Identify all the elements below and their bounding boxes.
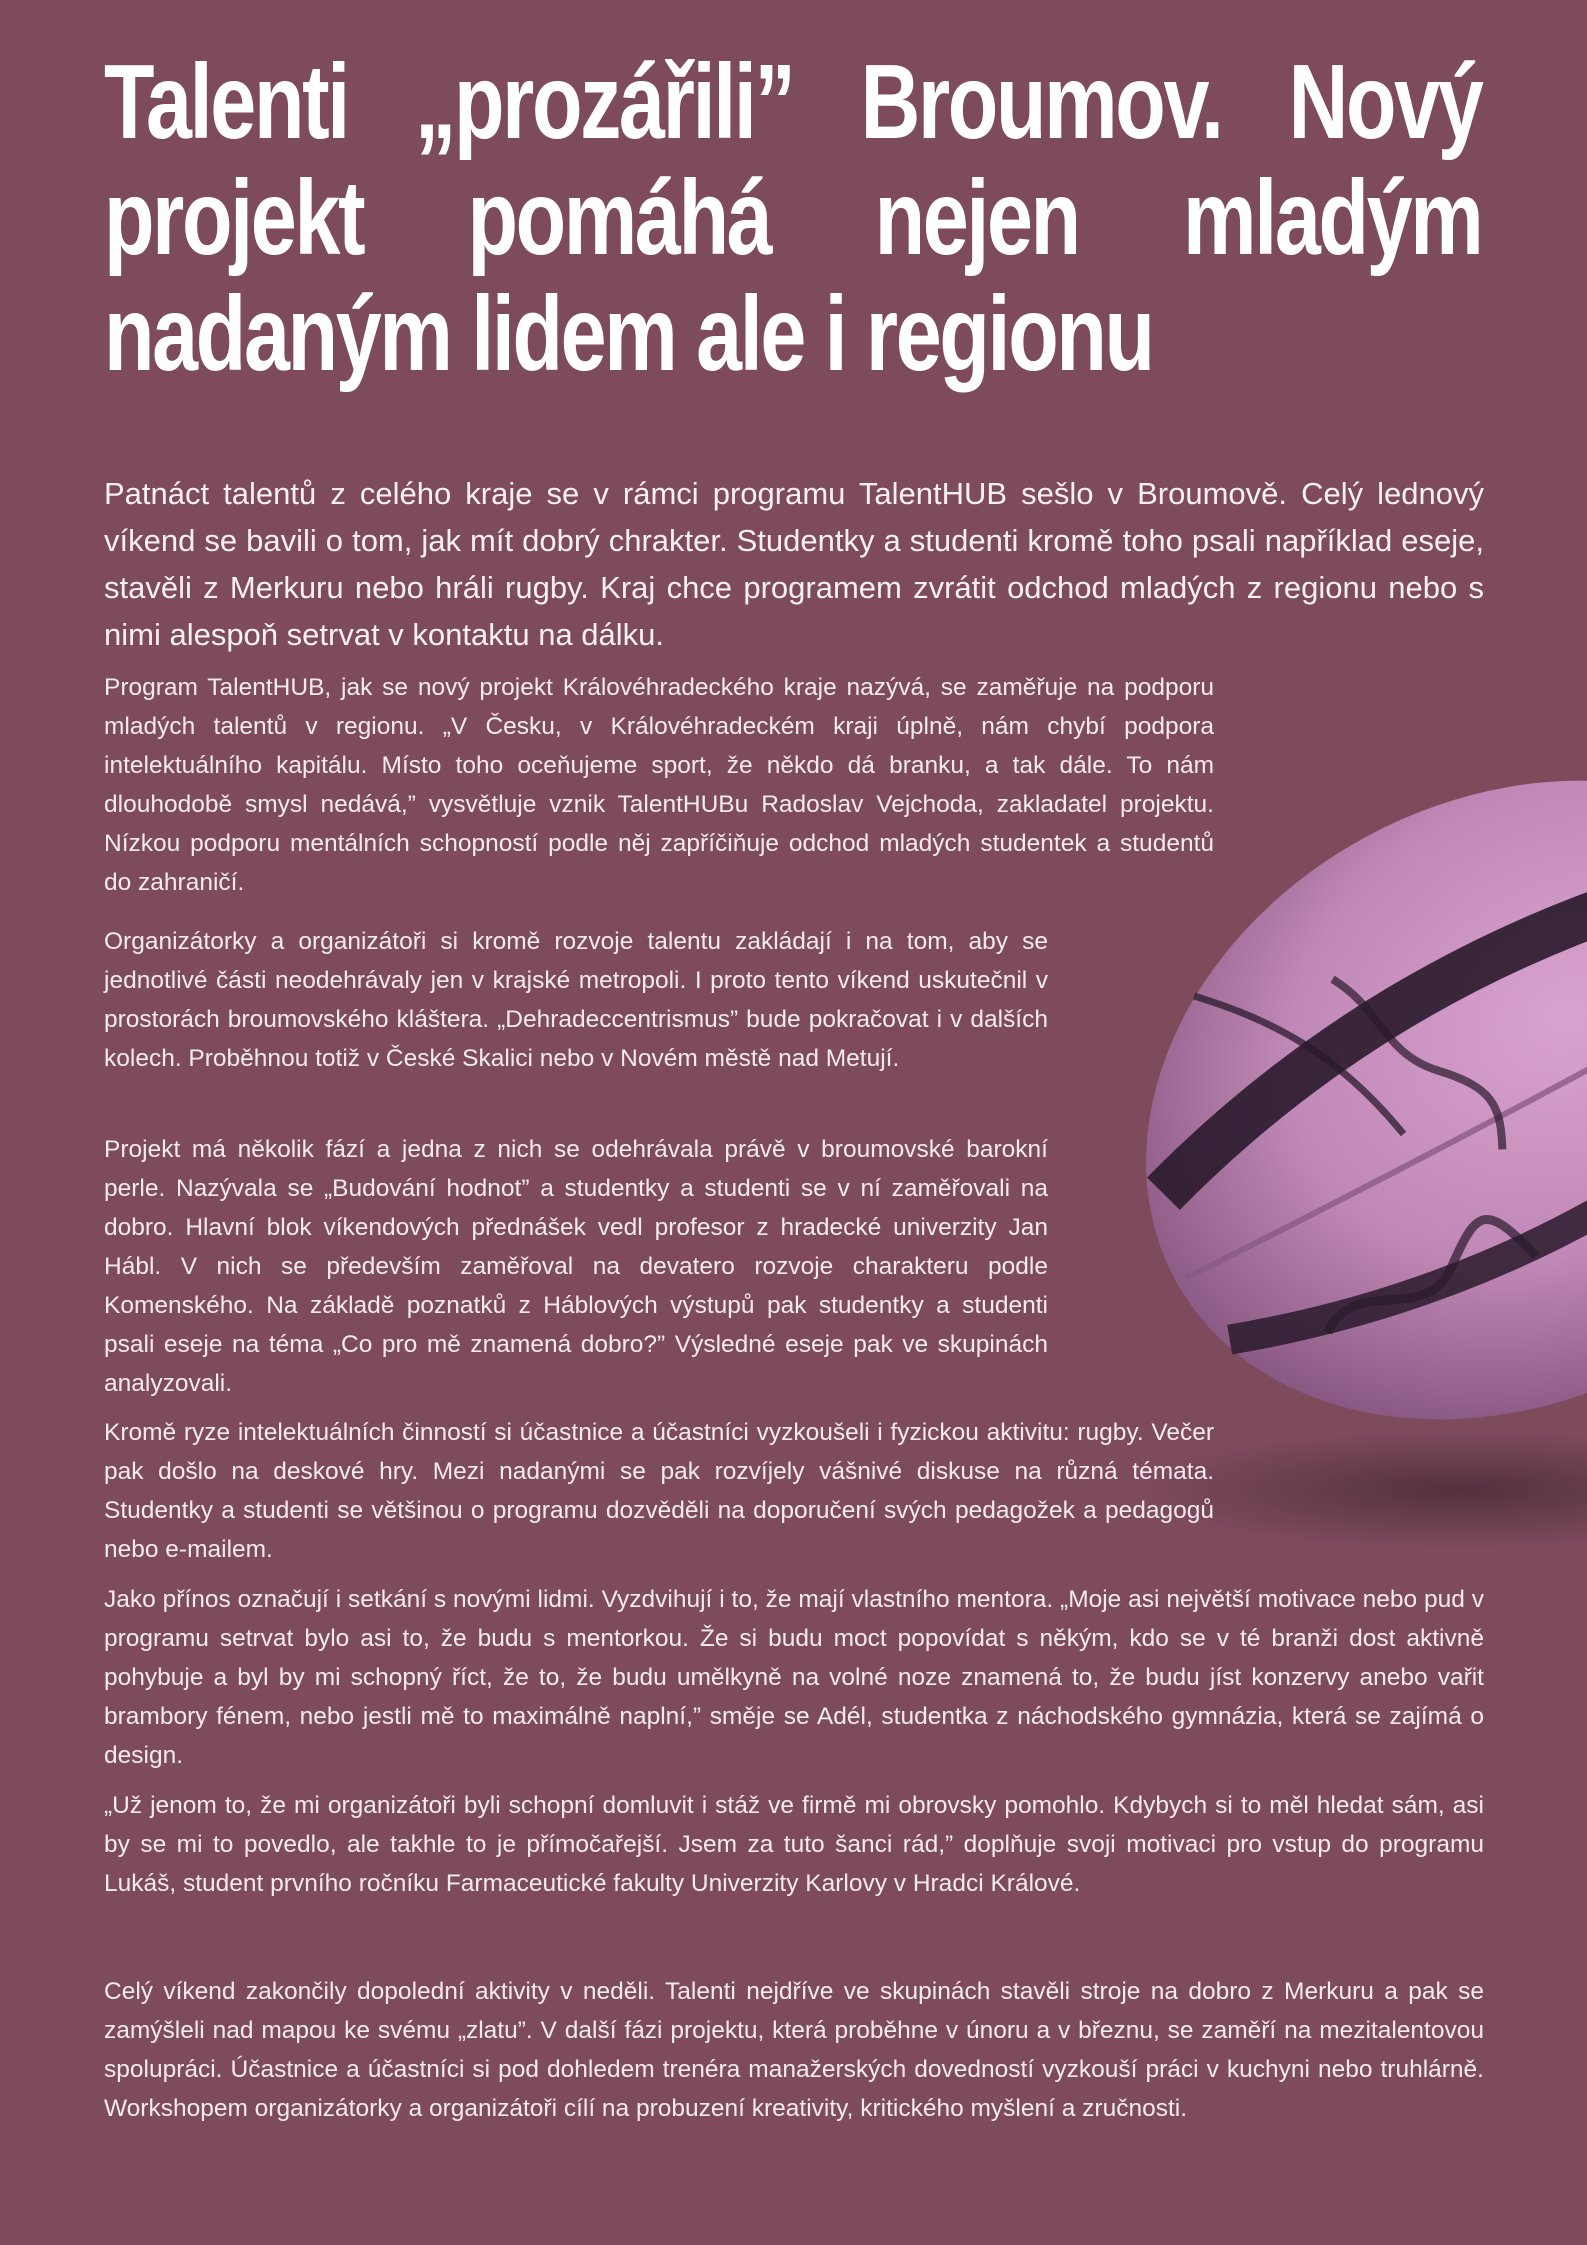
article-title — [104, 43, 1482, 393]
article-paragraph: Kromě ryze intelektuálních činností si účastnice a účastníci vyzkoušeli i fyzickou aktivitu: rugby. Večer pak došlo na deskové hry. Mezi nadanými se pak rozvíjely vášnivé diskuse na různá témata. Studentky a studenti se většinou o programu dozvěděli na doporučení svých pedagožek a pedagogů nebo e-mailem. — [104, 1419, 1214, 1563]
article-paragraph: „Už jenom to, že mi organizátoři byli schopní domluvit i stáž ve firmě mi obrovsky pomohlo. Kdybych si to měl hledat sám, asi by se mi to povedlo, ale takhle to je přímočařejší. Jsem za tuto šanci rád,” doplňuje svoji motivaci pro vstup do programu Lukáš, student prvního ročníku Farmaceutické fakulty Univerzity Karlovy v Hradci Králové. — [104, 1792, 1484, 1897]
article-paragraph: Program TalentHUB, jak se nový projekt Královéhradeckého kraje nazývá, se zaměřuje na podporu mladých talentů v regionu. „V Česku, v Královéhradeckém kraji úplně, nám chybí podpora intelektuálního kapitálu. Místo toho oceňujeme sport, že někdo dá branku, a tak dále. To nám dlouhodobě smysl nedává,” vysvětluje vznik TalentHUBu Radoslav Vejchoda, zakladatel projektu. Nízkou podporu mentálních schopností podle něj zapříčiňuje odchod mladých studentek a studentů do zahraničí. — [104, 674, 1214, 896]
article-title-text: Talenti „prozářili” Broumov. Nový projekt pomáhá nejen mladým nadaným lidem ale i regionu — [104, 43, 1482, 393]
article-paragraph: Jako přínos označují i setkání s novými lidmi. Vyzdvihují i to, že mají vlastního mentora. „Moje asi největší motivace nebo pud v programu setrvat bylo asi to, že budu s mentorkou. Že si budu moct popovídat s někým, kdo se v té branži dost aktivně pohybuje a byl by mi schopný říct, že to, že budu umělkyně na volné noze znamená to, že budu jíst konzervy anebo vařit brambory fénem, nebo jestli mě to maximálně naplní,” směje se Adél, studentka z náchodského gymnázia, která se zajímá o design. — [104, 1586, 1484, 1769]
article-lead: Patnáct talentů z celého kraje se v rámci programu TalentHUB sešlo v Broumově. Celý lednový víkend se bavili o tom, jak mít dobrý chrakter. Studentky a studenti kromě toho psali například eseje, stavěli z Merkuru nebo hráli rugby. Kraj chce programem zvrátit odchod mladých z regionu nebo s nimi alespoň setrvat v kontaktu na dálku. — [104, 476, 1484, 652]
article-paragraph: Projekt má několik fází a jedna z nich se odehrávala právě v broumovské barokní perle. Nazývala se „Budování hodnot” a studentky a studenti se v ní zaměřovali na dobro. Hlavní blok víkendových přednášek vedl profesor z hradecké univerzity Jan Hábl. V nich se především zaměřoval na devatero rozvoje charakteru podle Komenského. Na základě poznatků z Háblových výstupů pak studentky a studenti psali eseje na téma „Co pro mě znamená dobro?” Výsledné eseje pak ve skupinách analyzovali. — [104, 1136, 1048, 1397]
article-paragraph: Celý víkend zakončily dopolední aktivity v neděli. Talenti nejdříve ve skupinách stavěli stroje na dobro z Merkuru a pak se zamýšleli nad mapou ke svému „zlatu”. V další fázi projektu, která proběhne v únoru a v březnu, se zaměří na mezitalentovou spolupráci. Účastnice a účastníci si pod dohledem trenéra manažerských dovedností vyzkouší práci v kuchyni nebo truhlárně. Workshopem organizátorky a organizátoři cílí na probuzení kreativity, kritického myšlení a zručnosti. — [104, 1978, 1484, 2122]
article-paragraph: Organizátorky a organizátoři si kromě rozvoje talentu zakládají i na tom, aby se jednotlivé části neodehrávaly jen v krajské metropoli. I proto tento víkend uskutečnil v prostorách broumovského kláštera. „Dehradeccentrismus” bude pokračovat i v dalších kolech. Proběhnou totiž v České Skalici nebo v Novém městě nad Metují. — [104, 928, 1048, 1072]
